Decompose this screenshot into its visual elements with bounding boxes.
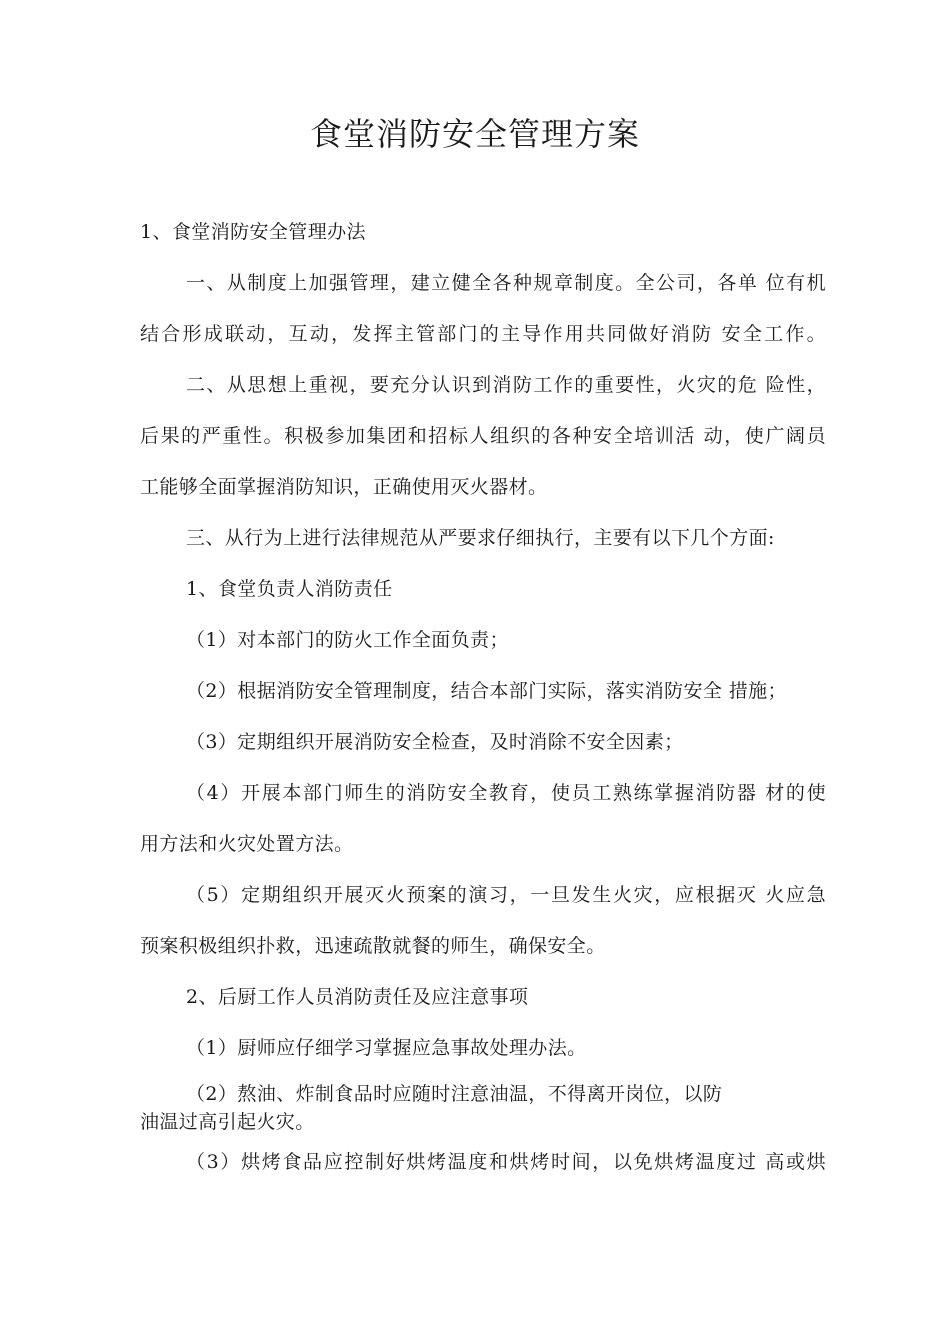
list-item: （1）对本部门的防火工作全面负责；	[186, 629, 509, 651]
list-item: （1）厨师应仔细学习掌握应急事故处理办法。	[186, 1037, 587, 1059]
list-item: （2）熬油、炸制食品时应随时注意油温，不得离开岗位，以防	[186, 1083, 723, 1105]
list-item: （3）烘烤食品应控制好烘烤温度和烘烤时间，以免烘烤温度过 高或烘	[186, 1151, 826, 1173]
list-item-continuation: 油温过高引起火灾。	[140, 1111, 315, 1133]
subsection-heading: 2、后厨工作人员消防责任及应注意事项	[186, 986, 529, 1008]
section-heading: 1、食堂消防安全管理办法	[140, 221, 366, 243]
list-item: （5）定期组织开展灭火预案的演习，一旦发生火灾，应根据灭 火应急	[186, 884, 826, 906]
paragraph-line: 一、从制度上加强管理，建立健全各种规章制度。全公司，各单 位有机	[186, 272, 826, 294]
paragraph-line: 三、从行为上进行法律规范从严要求仔细执行，主要有以下几个方面:	[186, 527, 775, 549]
document-title: 食堂消防安全管理方案	[309, 115, 640, 153]
list-item: （4）开展本部门师生的消防安全教育，使员工熟练掌握消防器 材的使	[186, 782, 826, 804]
paragraph-line: 二、从思想上重视，要充分认识到消防工作的重要性，火灾的危 险性，	[186, 374, 826, 396]
paragraph-line: 后果的严重性。积极参加集团和招标人组织的各种安全培训活 动，使广阔员	[140, 425, 826, 447]
subsection-heading: 1、食堂负责人消防责任	[186, 578, 393, 600]
list-item: （2）根据消防安全管理制度，结合本部门实际，落实消防安全 措施；	[186, 680, 787, 702]
list-item-continuation: 预案积极组织扑救，迅速疏散就餐的师生，确保安全。	[140, 935, 606, 957]
list-item-continuation: 用方法和火灾处置方法。	[140, 833, 354, 855]
paragraph-line: 工能够全面掌握消防知识，正确使用灭火器材。	[140, 476, 548, 498]
paragraph-line: 结合形成联动，互动，发挥主管部门的主导作用共同做好消防 安全工作。	[140, 323, 826, 345]
list-item: （3）定期组织开展消防安全检查，及时消除不安全因素；	[186, 731, 684, 753]
